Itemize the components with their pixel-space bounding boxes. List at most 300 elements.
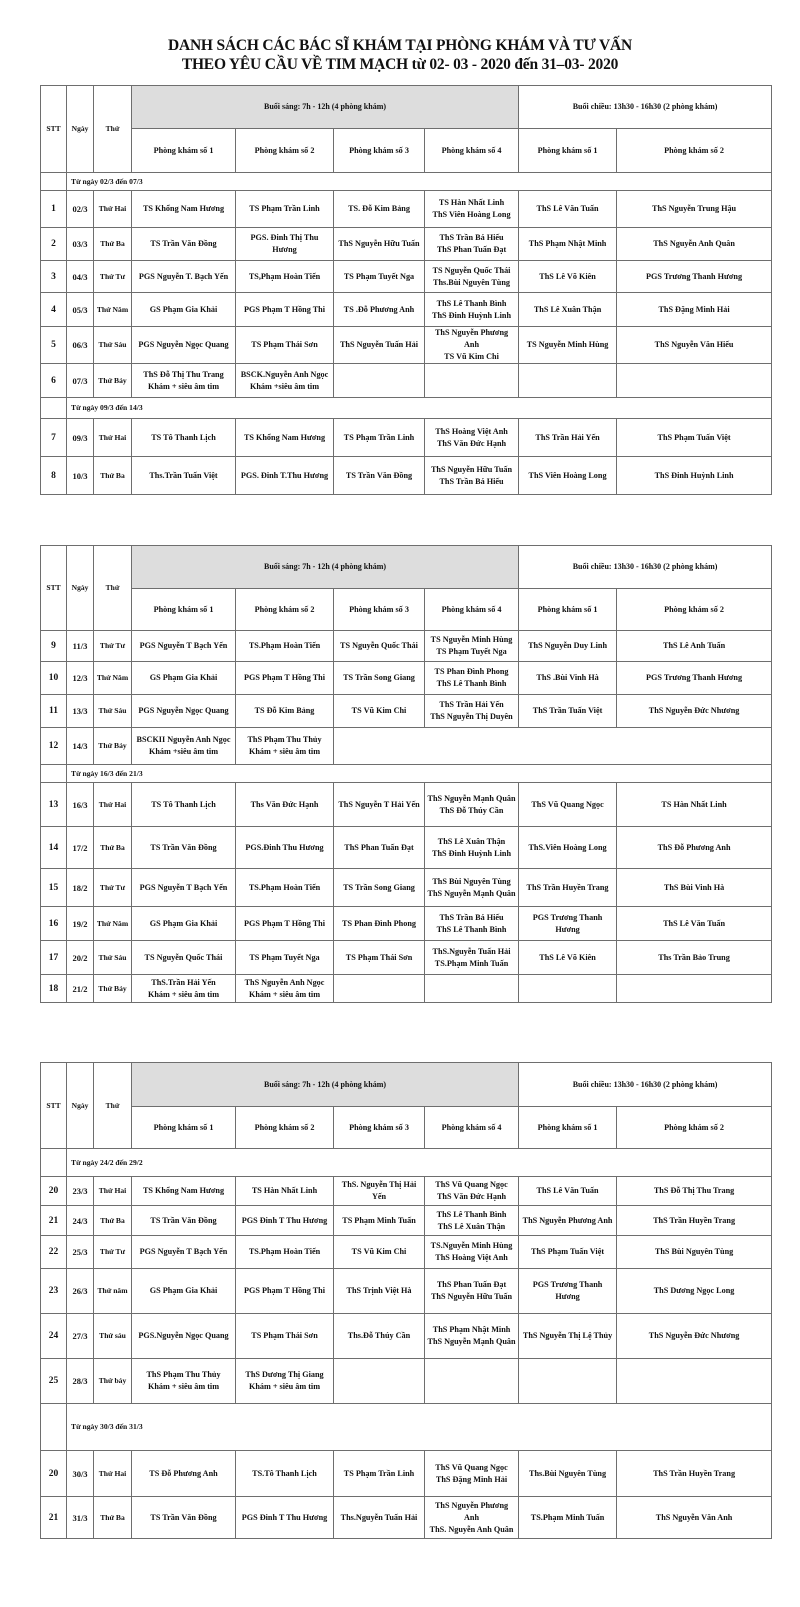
doctor-cell xyxy=(236,728,334,765)
cell-text: ThS Nguyễn Văn Anh xyxy=(655,1512,733,1522)
doctor-cell xyxy=(617,1314,772,1359)
header-morning-session: Buổi sáng: 7h - 12h (4 phòng khám) xyxy=(132,86,519,129)
table-row xyxy=(41,191,772,228)
header-room-2: Phòng khám số 2 xyxy=(236,1107,334,1149)
doctor-cell xyxy=(425,1236,519,1269)
doctor-cell xyxy=(519,419,617,457)
row-stt: 11 xyxy=(41,695,67,728)
row-stt: 18 xyxy=(41,975,67,1003)
doctor-cell xyxy=(236,783,334,827)
doctor-cell xyxy=(236,1236,334,1269)
cell-text: TS Nguyễn Quốc Thái xyxy=(340,641,418,650)
cell-text: TS Phạm Tuyết Nga xyxy=(249,952,320,962)
row-stt: 3 xyxy=(41,261,67,293)
cell-text: Ths Văn Đức Hạnh xyxy=(250,799,319,809)
header-weekday: Thứ xyxy=(94,1063,132,1149)
cell-text: TS Hàn Nhất Linh xyxy=(661,799,727,809)
cell-text: TS Phan Đình Phong xyxy=(342,918,416,928)
table-row xyxy=(41,1451,772,1497)
header-weekday: Thứ xyxy=(94,546,132,631)
doctor-cell xyxy=(236,1177,334,1206)
doctor-cell xyxy=(425,364,519,398)
cell-text: PGS Phạm T Hồng Thi xyxy=(244,304,325,314)
header-room-3: Phòng khám số 3 xyxy=(334,129,425,173)
doctor-cell xyxy=(519,327,617,364)
header-stt: STT xyxy=(41,86,67,173)
doctor-cell xyxy=(519,1177,617,1206)
row-weekday: Thứ Tư xyxy=(94,631,132,662)
doctor-cell xyxy=(425,1359,519,1404)
cell-text: ThS Phạm Nhật Minh xyxy=(432,1325,511,1334)
header-row xyxy=(41,1063,772,1107)
header-afternoon-session: Buổi chiều: 13h30 - 16h30 (2 phòng khám) xyxy=(519,1063,772,1107)
doctor-cell xyxy=(236,1269,334,1314)
row-date: 06/3 xyxy=(67,327,94,364)
cell-text: ThS Trần Huyền Trang xyxy=(653,1468,736,1478)
doctor-cell xyxy=(519,1359,617,1404)
row-weekday: Thứ Hai xyxy=(94,783,132,827)
cell-text: PGS. Đinh T.Thu Hương xyxy=(240,470,329,480)
cell-text: ThS Nguyễn Phương Anh xyxy=(522,1215,613,1225)
doctor-cell xyxy=(236,1206,334,1236)
cell-text: Khám + siêu âm tim xyxy=(248,747,321,756)
table-row xyxy=(41,364,772,398)
row-date: 18/2 xyxy=(67,869,94,907)
doctor-cell xyxy=(617,228,772,261)
doctor-cell xyxy=(519,695,617,728)
doctor-cell xyxy=(519,293,617,327)
cell-text: Khám + siêu âm tim xyxy=(248,1382,321,1391)
table-row xyxy=(41,327,772,364)
cell-text: ThS Lê Xuân Thận xyxy=(533,304,602,314)
cell-text: Khám + siêu âm tim xyxy=(147,989,220,999)
cell-text: ThS Đỗ Thị Thu Trang xyxy=(653,1186,735,1195)
table-row xyxy=(41,631,772,662)
doctor-cell xyxy=(334,364,425,398)
doctor-cell xyxy=(334,1451,425,1497)
cell-text: Ths Trần Bảo Trung xyxy=(658,952,730,962)
row-weekday: Thứ Tư xyxy=(94,869,132,907)
cell-text: ThS Đặng Minh Hải xyxy=(658,304,730,314)
row-weekday: Thứ Ba xyxy=(94,457,132,495)
section-blank-cell xyxy=(41,1149,67,1177)
cell-text: TS Phạm Trần Linh xyxy=(343,1468,415,1478)
cell-text: ThS Phạm Tuấn Việt xyxy=(657,432,731,442)
cell-text: PGS.Nguyễn Ngọc Quang xyxy=(138,1331,229,1340)
doctor-cell xyxy=(425,827,519,869)
row-weekday: Thứ Bảy xyxy=(94,364,132,398)
cell-text: ThS Nguyễn Duy Linh xyxy=(528,641,608,650)
header-room-4: Phòng khám số 4 xyxy=(425,129,519,173)
header-room-1: Phòng khám số 1 xyxy=(132,589,236,631)
table-row xyxy=(41,1314,772,1359)
doctor-cell xyxy=(617,695,772,728)
doctor-cell xyxy=(132,1314,236,1359)
row-stt: 1 xyxy=(41,191,67,228)
row-stt: 12 xyxy=(41,728,67,765)
cell-text: ThS Nguyễn Hữu Tuấn xyxy=(338,239,420,248)
cell-text: ThS Trần Huyền Trang xyxy=(526,882,609,892)
row-stt: 6 xyxy=(41,364,67,398)
cell-text: ThS Bùi Nguyên Tùng xyxy=(654,1247,734,1256)
row-weekday: Thứ Hai xyxy=(94,419,132,457)
row-date: 07/3 xyxy=(67,364,94,398)
row-date: 31/3 xyxy=(67,1497,94,1539)
cell-text: TS Phạm Trần Linh xyxy=(343,432,415,442)
header-room-2: Phòng khám số 2 xyxy=(236,129,334,173)
doctor-cell xyxy=(132,662,236,695)
table-row xyxy=(41,975,772,1003)
cell-text: PGS Trương Thanh Hương xyxy=(646,673,743,682)
cell-text: TS.Nguyễn Minh Hùng xyxy=(430,1241,513,1250)
cell-text: ThS.Trần Hải Yến xyxy=(151,977,216,987)
cell-text: ThS Nguyễn Hữu Tuấn xyxy=(430,464,513,474)
doctor-cell xyxy=(425,293,519,327)
doctor-cell xyxy=(236,1451,334,1497)
cell-text: ThS Nguyễn Đức Nhương xyxy=(648,1331,740,1340)
table-row xyxy=(41,695,772,728)
section-blank-cell xyxy=(41,765,67,783)
cell-text: ThS Nguyễn Mạnh Quân xyxy=(427,1337,516,1346)
cell-text: ThS Nguyễn Hữu Tuấn xyxy=(430,1292,513,1301)
row-weekday: Thứ Ba xyxy=(94,1497,132,1539)
table-row xyxy=(41,907,772,941)
doctor-cell xyxy=(132,364,236,398)
cell-text: TS.Phạm Hoàn Tiến xyxy=(248,1247,321,1256)
doctor-cell xyxy=(236,1314,334,1359)
cell-text: TS.Tô Thanh Lịch xyxy=(252,1468,317,1478)
cell-text: TS. Đỗ Kim Bảng xyxy=(348,204,410,213)
section-row xyxy=(41,1149,772,1177)
doctor-cell xyxy=(617,457,772,495)
header-day: Ngày xyxy=(67,86,94,173)
doctor-cell xyxy=(334,1236,425,1269)
cell-text: TS Đỗ Kim Bảng xyxy=(254,706,315,715)
doctor-cell xyxy=(425,783,519,827)
row-stt: 23 xyxy=(41,1269,67,1314)
table-row xyxy=(41,827,772,869)
doctor-cell xyxy=(519,1206,617,1236)
cell-text: ThS Đỗ Phương Anh xyxy=(657,842,731,852)
cell-text: PGS.Đinh Thu Hương xyxy=(245,842,324,852)
row-stt: 14 xyxy=(41,827,67,869)
cell-text: ThS. Nguyễn Anh Quân xyxy=(429,1524,514,1534)
row-weekday: Thứ năm xyxy=(94,1269,132,1314)
doctor-cell xyxy=(617,941,772,975)
cell-text: ThS Nguyễn Thị Lệ Thủy xyxy=(522,1331,613,1340)
row-date: 12/3 xyxy=(67,662,94,695)
header-weekday: Thứ xyxy=(94,86,132,173)
doctor-cell xyxy=(519,261,617,293)
doctor-cell xyxy=(132,191,236,228)
cell-text: TS Phạm Minh Tuấn xyxy=(342,1215,416,1225)
doctor-cell xyxy=(425,1451,519,1497)
row-date: 20/2 xyxy=(67,941,94,975)
header-afternoon-session: Buổi chiều: 13h30 - 16h30 (2 phòng khám) xyxy=(519,86,772,129)
cell-text: ThS Văn Đức Hạnh xyxy=(436,438,507,448)
section-blank-cell xyxy=(41,398,67,419)
doctor-cell xyxy=(132,1451,236,1497)
row-stt: 7 xyxy=(41,419,67,457)
cell-text: ThS Trần Huyền Trang xyxy=(653,1215,736,1225)
cell-text: ThS Lê Anh Tuấn xyxy=(662,641,726,650)
cell-text: TS .Đỗ Phương Anh xyxy=(343,304,415,314)
doctor-cell xyxy=(334,941,425,975)
table-row xyxy=(41,1269,772,1314)
doctor-cell xyxy=(617,419,772,457)
doctor-cell xyxy=(334,975,425,1003)
doctor-cell xyxy=(334,1314,425,1359)
row-stt: 13 xyxy=(41,783,67,827)
doctor-cell xyxy=(334,907,425,941)
cell-text: TS Phan Đình Phong xyxy=(434,667,509,676)
row-stt: 10 xyxy=(41,662,67,695)
cell-text: ThS Lê Xuân Thận xyxy=(437,1221,506,1231)
cell-text: ThS Phạm Thu Thủy xyxy=(247,735,322,744)
cell-text: PGS Nguyễn T. Bạch Yến xyxy=(138,271,229,281)
cell-text: ThS Phạm Thu Thủy xyxy=(146,1370,221,1379)
row-weekday: Thứ Ba xyxy=(94,228,132,261)
doctor-cell xyxy=(425,695,519,728)
header-rooms-row xyxy=(41,129,772,173)
row-stt: 22 xyxy=(41,1236,67,1269)
cell-text: ThS Trịnh Việt Hà xyxy=(346,1286,412,1295)
cell-text: PGS Nguyễn Ngọc Quang xyxy=(138,706,229,715)
row-date: 17/2 xyxy=(67,827,94,869)
doctor-cell xyxy=(236,1359,334,1404)
cell-text: ThS Nguyễn Tuấn Hải xyxy=(339,340,419,349)
section-label: Từ ngày 30/3 đến 31/3 xyxy=(67,1404,772,1451)
row-date: 27/3 xyxy=(67,1314,94,1359)
doctor-cell xyxy=(334,419,425,457)
cell-text: TS Đỗ Phương Anh xyxy=(149,1468,218,1478)
doctor-cell xyxy=(425,327,519,364)
doctor-cell xyxy=(617,783,772,827)
doctor-cell xyxy=(617,1269,772,1314)
cell-text: ThS Nguyễn Trung Hậu xyxy=(652,204,737,213)
header-room-6: Phòng khám số 2 xyxy=(617,589,772,631)
cell-text: ThS Lê Thanh Bình xyxy=(436,1209,507,1219)
row-weekday: Thứ Ba xyxy=(94,1206,132,1236)
doctor-cell xyxy=(236,631,334,662)
cell-text: PGS Nguyễn T Bạch Yến xyxy=(139,641,228,650)
table-row xyxy=(41,1206,772,1236)
cell-text: TS Hàn Nhất Linh xyxy=(438,198,505,207)
cell-text: ThS Đặng Minh Hải xyxy=(435,1474,508,1484)
cell-text: ThS Lê Văn Tuấn xyxy=(536,204,599,213)
cell-text: TS Nguyễn Minh Hùng xyxy=(526,340,609,349)
row-date: 03/3 xyxy=(67,228,94,261)
doctor-cell xyxy=(132,228,236,261)
doctor-cell xyxy=(132,827,236,869)
doctor-cell xyxy=(334,228,425,261)
cell-text: ThS Lê Văn Tuấn xyxy=(663,918,726,928)
doctor-cell xyxy=(236,457,334,495)
doctor-cell xyxy=(519,1451,617,1497)
header-row xyxy=(41,86,772,129)
section-row xyxy=(41,173,772,191)
cell-text: PGS Nguyễn T Bạch Yến xyxy=(139,882,228,892)
doctor-cell xyxy=(236,261,334,293)
doctor-cell xyxy=(236,695,334,728)
row-weekday: Thứ Năm xyxy=(94,907,132,941)
cell-text: TS Khổng Nam Hương xyxy=(243,432,326,442)
header-room-5: Phòng khám số 1 xyxy=(519,129,617,173)
doctor-cell xyxy=(334,662,425,695)
doctor-cell xyxy=(519,191,617,228)
cell-text: ThS Bùi Vinh Hà xyxy=(663,882,725,892)
doctor-cell xyxy=(425,1314,519,1359)
cell-text: GS Phạm Gia Khải xyxy=(149,918,218,928)
schedule-table xyxy=(40,545,772,1003)
cell-text: TS Phạm Tuyết Nga xyxy=(343,271,415,281)
doctor-cell xyxy=(236,827,334,869)
cell-text: TS,Phạm Hoàn Tiến xyxy=(248,271,321,281)
doctor-cell xyxy=(132,1497,236,1539)
cell-text: ThS Nguyễn Thị Duyên xyxy=(430,712,513,721)
header-room-1: Phòng khám số 1 xyxy=(132,1107,236,1149)
header-room-6: Phòng khám số 2 xyxy=(617,129,772,173)
cell-text: ThS Nguyễn Phương Anh xyxy=(434,1500,509,1522)
cell-text: GS Phạm Gia Khải xyxy=(149,304,218,314)
doctor-cell xyxy=(236,419,334,457)
cell-text: TS Trần Song Giang xyxy=(343,882,415,892)
cell-text: PGS Đinh T Thu Hương xyxy=(241,1512,328,1522)
doctor-cell xyxy=(236,941,334,975)
row-stt: 2 xyxy=(41,228,67,261)
doctor-cell xyxy=(334,1359,425,1404)
doctor-cell xyxy=(132,1236,236,1269)
cell-text: ThS Viên Hoàng Long xyxy=(528,470,607,480)
row-date: 26/3 xyxy=(67,1269,94,1314)
table-row xyxy=(41,1236,772,1269)
doctor-cell xyxy=(236,1497,334,1539)
doctor-cell xyxy=(617,1451,772,1497)
row-date: 25/3 xyxy=(67,1236,94,1269)
doctor-cell xyxy=(519,1497,617,1539)
cell-text: TS Trần Văn Đồng xyxy=(150,1512,217,1522)
row-weekday: Thứ Sáu xyxy=(94,327,132,364)
doctor-cell xyxy=(132,457,236,495)
cell-text: PGS. Đinh Thị Thu Hương xyxy=(250,233,319,254)
header-stt: STT xyxy=(41,1063,67,1149)
header-room-2: Phòng khám số 2 xyxy=(236,589,334,631)
cell-text: PGS Phạm T Hồng Thi xyxy=(244,673,325,682)
cell-text: ThS Văn Đức Hạnh xyxy=(436,1192,507,1201)
row-weekday: Thứ Hai xyxy=(94,191,132,228)
cell-text: ThS Lê Võ Kiên xyxy=(539,271,596,281)
header-room-4: Phòng khám số 4 xyxy=(425,1107,519,1149)
doctor-cell xyxy=(236,293,334,327)
doctor-cell xyxy=(334,827,425,869)
doctor-cell xyxy=(132,941,236,975)
table-row xyxy=(41,457,772,495)
row-stt: 5 xyxy=(41,327,67,364)
cell-text: TS Khổng Nam Hương xyxy=(142,1186,225,1195)
row-stt: 4 xyxy=(41,293,67,327)
doctor-cell xyxy=(334,1269,425,1314)
doctor-cell xyxy=(617,191,772,228)
row-date: 21/2 xyxy=(67,975,94,1003)
cell-text: ThS Nguyễn Anh Quân xyxy=(653,239,735,248)
cell-text: ThS Trần Tuấn Việt xyxy=(532,706,603,715)
table-row xyxy=(41,869,772,907)
cell-text: ThS Đinh Huỳnh Linh xyxy=(432,848,511,858)
table-row xyxy=(41,261,772,293)
cell-text: ThS Phan Tuấn Đạt xyxy=(436,1280,507,1289)
doctor-cell xyxy=(425,457,519,495)
doctor-cell xyxy=(132,907,236,941)
cell-text: PGS Trương Thanh Hương xyxy=(646,271,743,281)
cell-text: ThS Nguyễn Đức Nhương xyxy=(648,706,740,715)
doctor-cell xyxy=(132,975,236,1003)
cell-text: GS Phạm Gia Khải xyxy=(149,673,218,682)
cell-text: Khám + siêu âm tim xyxy=(147,1382,220,1391)
section-label: Từ ngày 02/3 đến 07/3 xyxy=(67,173,772,191)
row-date: 04/3 xyxy=(67,261,94,293)
row-date: 11/3 xyxy=(67,631,94,662)
doctor-cell xyxy=(519,631,617,662)
cell-text: ThS Phạm Tuấn Việt xyxy=(531,1247,605,1256)
doctor-cell xyxy=(236,228,334,261)
cell-text: TS Trần Song Giang xyxy=(343,673,415,682)
row-weekday: Thứ Ba xyxy=(94,827,132,869)
row-stt: 8 xyxy=(41,457,67,495)
header-morning-session: Buổi sáng: 7h - 12h (4 phòng khám) xyxy=(132,546,519,589)
cell-text: ThS Vũ Quang Ngọc xyxy=(435,1180,508,1189)
cell-text: ThS Nguyễn Anh Ngọc xyxy=(244,977,325,987)
doctor-cell xyxy=(334,869,425,907)
doctor-cell xyxy=(334,327,425,364)
row-stt: 9 xyxy=(41,631,67,662)
cell-text: PGS Nguyễn Ngọc Quang xyxy=(138,340,229,349)
doctor-cell xyxy=(617,631,772,662)
section-label: Từ ngày 16/3 đến 21/3 xyxy=(67,765,772,783)
section-row xyxy=(41,765,772,783)
doctor-cell xyxy=(519,783,617,827)
cell-text: TS Tô Thanh Lịch xyxy=(151,432,216,442)
cell-text: Ths.Bùi Nguyên Tùng xyxy=(529,1468,607,1478)
doctor-cell xyxy=(425,419,519,457)
doctor-cell xyxy=(425,907,519,941)
header-day: Ngày xyxy=(67,546,94,631)
row-weekday: Thứ Bảy xyxy=(94,728,132,765)
doctor-cell xyxy=(425,941,519,975)
doctor-cell xyxy=(425,1206,519,1236)
header-room-4: Phòng khám số 4 xyxy=(425,589,519,631)
cell-text: ThS Lê Võ Kiên xyxy=(539,952,596,962)
row-date: 30/3 xyxy=(67,1451,94,1497)
doctor-cell xyxy=(236,869,334,907)
cell-text: ThS Hoàng Việt Anh xyxy=(435,426,508,436)
doctor-cell xyxy=(132,1206,236,1236)
doctor-cell xyxy=(334,1206,425,1236)
section-label: Từ ngày 09/3 đến 14/3 xyxy=(67,398,772,419)
cell-text: TS.Phạm Hoàn Tiến xyxy=(248,882,321,892)
cell-text: TS Nguyễn Quốc Thái xyxy=(432,265,511,275)
section-blank-cell xyxy=(41,173,67,191)
row-date: 19/2 xyxy=(67,907,94,941)
cell-text: TS Trần Văn Đồng xyxy=(150,239,217,248)
row-weekday: Thứ Năm xyxy=(94,293,132,327)
row-date: 24/3 xyxy=(67,1206,94,1236)
table-row xyxy=(41,1359,772,1404)
row-weekday: Thứ Sáu xyxy=(94,941,132,975)
row-stt: 25 xyxy=(41,1359,67,1404)
cell-text: ThS Nguyễn Mạnh Quân xyxy=(427,888,516,898)
row-date: 28/3 xyxy=(67,1359,94,1404)
row-stt: 16 xyxy=(41,907,67,941)
